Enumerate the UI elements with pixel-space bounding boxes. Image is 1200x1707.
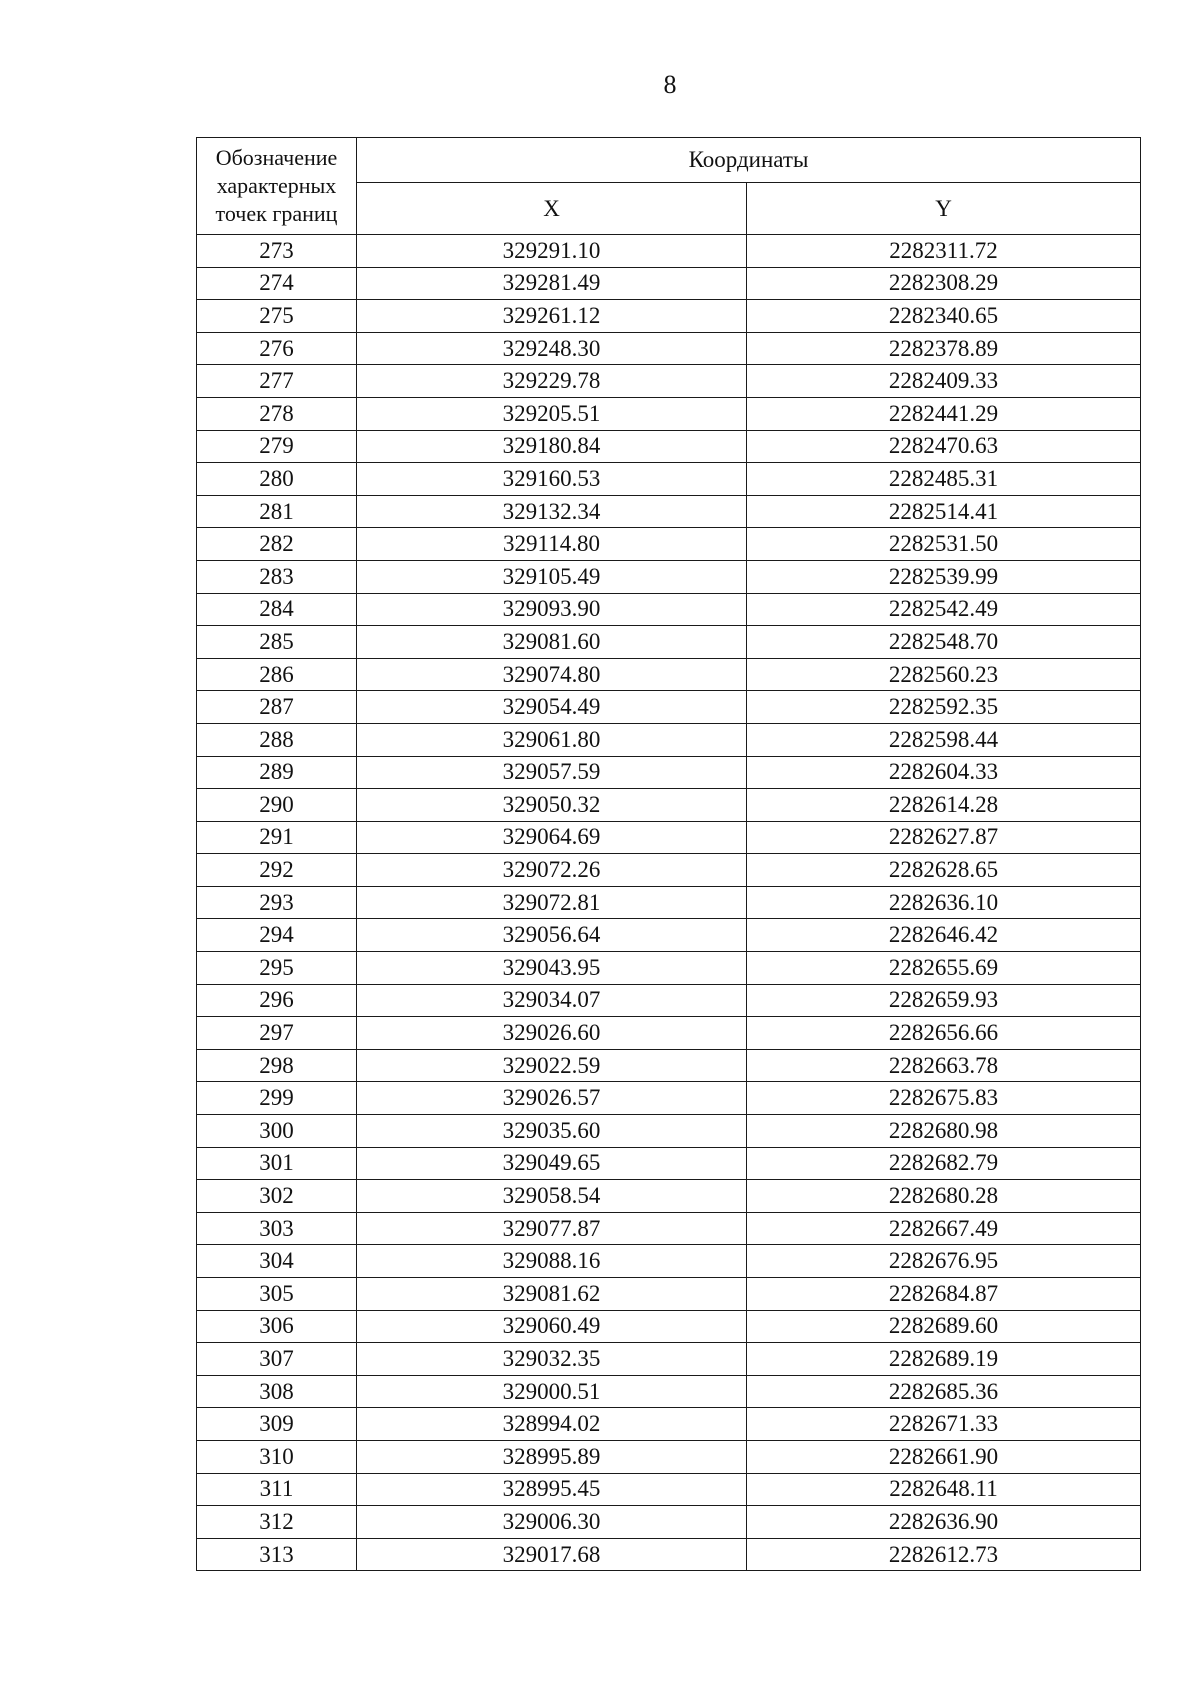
table-body — [197, 235, 1141, 1571]
x-coordinate-cell: 329035.60 — [357, 1115, 747, 1148]
x-coordinate-cell: 329026.57 — [357, 1082, 747, 1115]
point-cell: 298 — [197, 1049, 357, 1082]
table-row — [197, 235, 1141, 268]
point-cell: 286 — [197, 658, 357, 691]
x-coordinate-cell: 329074.80 — [357, 658, 747, 691]
table-row — [197, 560, 1141, 593]
table-row — [197, 495, 1141, 528]
x-coordinate-cell: 329132.34 — [357, 495, 747, 528]
table-row — [197, 1049, 1141, 1082]
table-row — [197, 691, 1141, 724]
x-coordinate-cell: 329093.90 — [357, 593, 747, 626]
y-coordinate-cell: 2282628.65 — [747, 854, 1141, 887]
table-row — [197, 658, 1141, 691]
table-row — [197, 1440, 1141, 1473]
x-coordinate-cell: 328995.45 — [357, 1473, 747, 1506]
point-cell: 294 — [197, 919, 357, 952]
table-row — [197, 1375, 1141, 1408]
table-row — [197, 1082, 1141, 1115]
y-coordinate-cell: 2282671.33 — [747, 1408, 1141, 1441]
x-coordinate-cell: 329064.69 — [357, 821, 747, 854]
x-coordinate-cell: 329060.49 — [357, 1310, 747, 1343]
table-row — [197, 854, 1141, 887]
point-cell: 313 — [197, 1538, 357, 1571]
y-coordinate-cell: 2282659.93 — [747, 984, 1141, 1017]
coordinates-table — [196, 137, 1141, 1571]
point-cell: 304 — [197, 1245, 357, 1278]
y-coordinate-cell: 2282636.90 — [747, 1506, 1141, 1539]
point-cell: 302 — [197, 1180, 357, 1213]
point-cell: 279 — [197, 430, 357, 463]
x-coordinate-cell: 329043.95 — [357, 952, 747, 985]
x-coordinate-cell: 329050.32 — [357, 789, 747, 822]
table-row — [197, 984, 1141, 1017]
y-coordinate-cell: 2282612.73 — [747, 1538, 1141, 1571]
y-coordinate-cell: 2282409.33 — [747, 365, 1141, 398]
x-coordinate-cell: 329105.49 — [357, 560, 747, 593]
point-cell: 281 — [197, 495, 357, 528]
y-coordinate-cell: 2282646.42 — [747, 919, 1141, 952]
point-cell: 310 — [197, 1440, 357, 1473]
table-row — [197, 626, 1141, 659]
point-cell: 291 — [197, 821, 357, 854]
table-row — [197, 886, 1141, 919]
table-row — [197, 919, 1141, 952]
y-coordinate-cell: 2282682.79 — [747, 1147, 1141, 1180]
y-coordinate-cell: 2282441.29 — [747, 397, 1141, 430]
table-row — [197, 1538, 1141, 1571]
point-cell: 300 — [197, 1115, 357, 1148]
y-coordinate-cell: 2282667.49 — [747, 1212, 1141, 1245]
x-coordinate-cell: 329261.12 — [357, 300, 747, 333]
point-cell: 312 — [197, 1506, 357, 1539]
table-row — [197, 397, 1141, 430]
y-coordinate-cell: 2282627.87 — [747, 821, 1141, 854]
table-row — [197, 463, 1141, 496]
y-coordinate-cell: 2282656.66 — [747, 1017, 1141, 1050]
x-coordinate-cell: 329022.59 — [357, 1049, 747, 1082]
table-row — [197, 1245, 1141, 1278]
point-cell: 287 — [197, 691, 357, 724]
x-coordinate-cell: 328994.02 — [357, 1408, 747, 1441]
point-cell: 306 — [197, 1310, 357, 1343]
point-cell: 280 — [197, 463, 357, 496]
y-coordinate-cell: 2282311.72 — [747, 235, 1141, 268]
x-coordinate-cell: 329072.26 — [357, 854, 747, 887]
x-coordinate-cell: 328995.89 — [357, 1440, 747, 1473]
point-cell: 276 — [197, 332, 357, 365]
y-coordinate-cell: 2282598.44 — [747, 723, 1141, 756]
x-coordinate-cell: 329000.51 — [357, 1375, 747, 1408]
table-row — [197, 952, 1141, 985]
table-row — [197, 1017, 1141, 1050]
x-coordinate-cell: 329281.49 — [357, 267, 747, 300]
point-cell: 275 — [197, 300, 357, 333]
table-row — [197, 1343, 1141, 1376]
point-cell: 273 — [197, 235, 357, 268]
table-row — [197, 1180, 1141, 1213]
table-header-row — [197, 138, 1141, 183]
y-coordinate-cell: 2282485.31 — [747, 463, 1141, 496]
table-row — [197, 1506, 1141, 1539]
x-coordinate-cell: 329034.07 — [357, 984, 747, 1017]
y-coordinate-cell: 2282648.11 — [747, 1473, 1141, 1506]
y-coordinate-cell: 2282663.78 — [747, 1049, 1141, 1082]
point-cell: 296 — [197, 984, 357, 1017]
point-cell: 309 — [197, 1408, 357, 1441]
x-coordinate-cell: 329072.81 — [357, 886, 747, 919]
y-coordinate-cell: 2282689.60 — [747, 1310, 1141, 1343]
header-x: X — [357, 183, 747, 235]
y-coordinate-cell: 2282680.28 — [747, 1180, 1141, 1213]
point-cell: 305 — [197, 1278, 357, 1311]
y-coordinate-cell: 2282514.41 — [747, 495, 1141, 528]
y-coordinate-cell: 2282676.95 — [747, 1245, 1141, 1278]
y-coordinate-cell: 2282470.63 — [747, 430, 1141, 463]
table-row — [197, 756, 1141, 789]
point-cell: 292 — [197, 854, 357, 887]
x-coordinate-cell: 329049.65 — [357, 1147, 747, 1180]
point-cell: 295 — [197, 952, 357, 985]
table-row — [197, 1147, 1141, 1180]
table-row — [197, 267, 1141, 300]
point-cell: 303 — [197, 1212, 357, 1245]
point-cell: 293 — [197, 886, 357, 919]
point-cell: 285 — [197, 626, 357, 659]
x-coordinate-cell: 329088.16 — [357, 1245, 747, 1278]
y-coordinate-cell: 2282531.50 — [747, 528, 1141, 561]
x-coordinate-cell: 329077.87 — [357, 1212, 747, 1245]
table-row — [197, 593, 1141, 626]
point-cell: 301 — [197, 1147, 357, 1180]
point-cell: 278 — [197, 397, 357, 430]
table-row — [197, 1310, 1141, 1343]
point-cell: 297 — [197, 1017, 357, 1050]
x-coordinate-cell: 329032.35 — [357, 1343, 747, 1376]
point-cell: 284 — [197, 593, 357, 626]
point-cell: 290 — [197, 789, 357, 822]
point-cell: 274 — [197, 267, 357, 300]
point-cell: 283 — [197, 560, 357, 593]
table-row — [197, 300, 1141, 333]
table-row — [197, 821, 1141, 854]
point-cell: 277 — [197, 365, 357, 398]
y-coordinate-cell: 2282340.65 — [747, 300, 1141, 333]
y-coordinate-cell: 2282684.87 — [747, 1278, 1141, 1311]
table-row — [197, 789, 1141, 822]
y-coordinate-cell: 2282655.69 — [747, 952, 1141, 985]
y-coordinate-cell: 2282308.29 — [747, 267, 1141, 300]
point-cell: 307 — [197, 1343, 357, 1376]
y-coordinate-cell: 2282542.49 — [747, 593, 1141, 626]
y-coordinate-cell: 2282675.83 — [747, 1082, 1141, 1115]
point-cell: 288 — [197, 723, 357, 756]
x-coordinate-cell: 329057.59 — [357, 756, 747, 789]
table-row — [197, 365, 1141, 398]
y-coordinate-cell: 2282680.98 — [747, 1115, 1141, 1148]
table-row — [197, 332, 1141, 365]
x-coordinate-cell: 329017.68 — [357, 1538, 747, 1571]
x-coordinate-cell: 329054.49 — [357, 691, 747, 724]
y-coordinate-cell: 2282689.19 — [747, 1343, 1141, 1376]
x-coordinate-cell: 329180.84 — [357, 430, 747, 463]
x-coordinate-cell: 329291.10 — [357, 235, 747, 268]
table-row — [197, 1473, 1141, 1506]
y-coordinate-cell: 2282378.89 — [747, 332, 1141, 365]
point-cell: 308 — [197, 1375, 357, 1408]
point-cell: 299 — [197, 1082, 357, 1115]
y-coordinate-cell: 2282685.36 — [747, 1375, 1141, 1408]
y-coordinate-cell: 2282614.28 — [747, 789, 1141, 822]
x-coordinate-cell: 329248.30 — [357, 332, 747, 365]
x-coordinate-cell: 329056.64 — [357, 919, 747, 952]
x-coordinate-cell: 329061.80 — [357, 723, 747, 756]
point-cell: 289 — [197, 756, 357, 789]
y-coordinate-cell: 2282539.99 — [747, 560, 1141, 593]
x-coordinate-cell: 329160.53 — [357, 463, 747, 496]
header-coordinates: Координаты — [357, 138, 1141, 183]
y-coordinate-cell: 2282661.90 — [747, 1440, 1141, 1473]
x-coordinate-cell: 329081.60 — [357, 626, 747, 659]
header-point-designation: Обозначение характерных точек границ — [197, 138, 357, 235]
x-coordinate-cell: 329026.60 — [357, 1017, 747, 1050]
x-coordinate-cell: 329114.80 — [357, 528, 747, 561]
y-coordinate-cell: 2282560.23 — [747, 658, 1141, 691]
y-coordinate-cell: 2282548.70 — [747, 626, 1141, 659]
point-cell: 282 — [197, 528, 357, 561]
table-row — [197, 1408, 1141, 1441]
table-row — [197, 528, 1141, 561]
point-cell: 311 — [197, 1473, 357, 1506]
table-row — [197, 430, 1141, 463]
table-row — [197, 1212, 1141, 1245]
x-coordinate-cell: 329205.51 — [357, 397, 747, 430]
table-row — [197, 723, 1141, 756]
page-number: 8 — [663, 70, 677, 99]
header-y: Y — [747, 183, 1141, 235]
y-coordinate-cell: 2282604.33 — [747, 756, 1141, 789]
y-coordinate-cell: 2282636.10 — [747, 886, 1141, 919]
x-coordinate-cell: 329006.30 — [357, 1506, 747, 1539]
y-coordinate-cell: 2282592.35 — [747, 691, 1141, 724]
table-row — [197, 1115, 1141, 1148]
x-coordinate-cell: 329229.78 — [357, 365, 747, 398]
x-coordinate-cell: 329081.62 — [357, 1278, 747, 1311]
x-coordinate-cell: 329058.54 — [357, 1180, 747, 1213]
table-row — [197, 1278, 1141, 1311]
